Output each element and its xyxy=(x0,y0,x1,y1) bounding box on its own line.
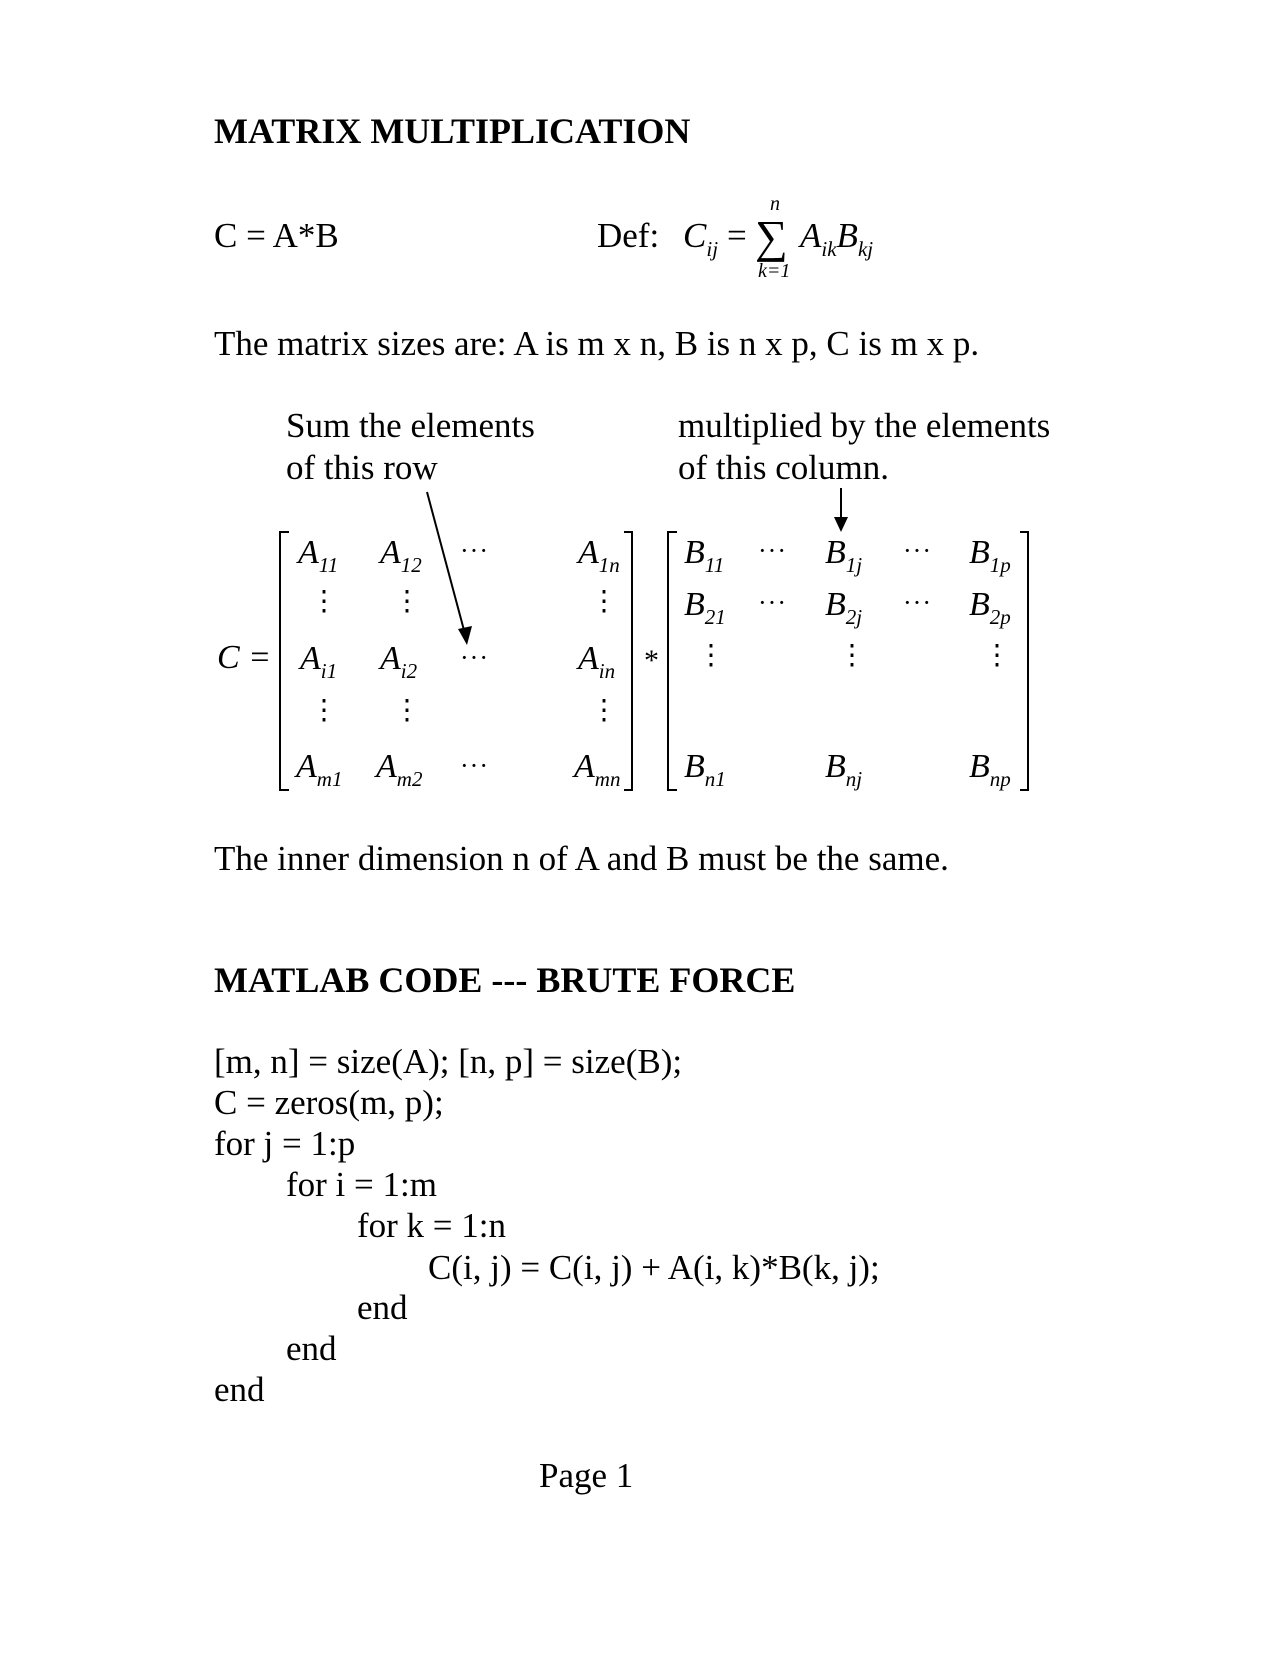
hdots: ··· xyxy=(903,588,932,617)
vdots: ⋮ xyxy=(310,695,338,726)
hdots: ··· xyxy=(903,536,932,565)
matrix-b-element: $B_{nj}$ xyxy=(825,748,863,791)
matrix-b-element: $B_{np}$ xyxy=(969,748,1011,791)
matrix-b-element: $B_{n1}$ xyxy=(684,748,726,791)
matrix-b-element: $B_{1p}$ xyxy=(969,534,1011,577)
def-lhs: $C_{ij}$ xyxy=(683,216,719,261)
matrix-a-element: $A_{i1}$ xyxy=(300,640,338,683)
code-line: for j = 1:p xyxy=(214,1124,356,1163)
times-operator: * xyxy=(644,644,659,677)
code-line: C(i, j) = C(i, j) + A(i, k)*B(k, j); xyxy=(428,1248,880,1287)
hdots: ··· xyxy=(758,588,787,617)
equation-short: C = A*B xyxy=(214,216,339,255)
matrix-a-element: $A_{1n}$ xyxy=(578,534,620,577)
code-line: for i = 1:m xyxy=(286,1165,437,1204)
vdots: ⋮ xyxy=(310,586,338,617)
inner-dimension-text: The inner dimension n of A and B must be the same. xyxy=(214,839,949,878)
matrix-b-element: $B_{11}$ xyxy=(684,534,725,577)
page-number: Page 1 xyxy=(539,1456,634,1495)
sigma-symbol: ∑ xyxy=(755,211,788,262)
page-title: MATRIX MULTIPLICATION xyxy=(214,111,691,151)
annotation-row-line1: Sum the elements xyxy=(286,406,535,445)
hdots: ··· xyxy=(460,536,489,565)
vdots: ⋮ xyxy=(697,640,725,671)
matrix-a-element: $A_{m2}$ xyxy=(376,748,423,791)
sigma-lower: k=1 xyxy=(758,260,791,282)
code-line: end xyxy=(357,1288,408,1327)
vdots: ⋮ xyxy=(838,640,866,671)
matrix-lhs: C = xyxy=(217,639,272,676)
def-equals: = xyxy=(727,216,747,255)
matrix-b-element: $B_{21}$ xyxy=(684,586,726,629)
sigma-upper: n xyxy=(770,193,780,215)
matrix-b-left-bracket xyxy=(668,532,677,790)
vdots: ⋮ xyxy=(393,586,421,617)
matrix-a-element: $A_{in}$ xyxy=(578,640,616,683)
def-label: Def: xyxy=(597,216,660,255)
matrix-a-element: $A_{12}$ xyxy=(380,534,422,577)
vdots: ⋮ xyxy=(590,695,618,726)
matrix-a-element: $A_{m1}$ xyxy=(296,748,343,791)
def-rhs: $A_{ik}B_{kj}$ xyxy=(800,216,874,261)
vdots: ⋮ xyxy=(983,640,1011,671)
code-line: [m, n] = size(A); [n, p] = size(B); xyxy=(214,1042,683,1081)
vdots: ⋮ xyxy=(393,695,421,726)
matrix-b-element: $B_{1j}$ xyxy=(825,534,863,577)
col-arrow-head xyxy=(834,517,848,532)
code-line: for k = 1:n xyxy=(357,1206,507,1245)
hdots: ··· xyxy=(758,536,787,565)
matrix-b-right-bracket xyxy=(1020,532,1028,790)
code-title: MATLAB CODE --- BRUTE FORCE xyxy=(214,960,796,1000)
hdots: ··· xyxy=(460,751,489,780)
code-line: end xyxy=(286,1329,337,1368)
matrix-a-right-bracket xyxy=(624,532,632,790)
matrix-a-element: $A_{mn}$ xyxy=(574,748,621,791)
code-line: C = zeros(m, p); xyxy=(214,1083,444,1122)
matrix-a-element: $A_{11}$ xyxy=(298,534,339,577)
matrix-a-element: $A_{i2}$ xyxy=(380,640,418,683)
annotation-col-line2: of this column. xyxy=(678,448,889,487)
matrix-b-element: $B_{2j}$ xyxy=(825,586,863,629)
code-line: end xyxy=(214,1370,265,1409)
matrix-a-left-bracket xyxy=(280,532,289,790)
hdots: ··· xyxy=(460,643,489,672)
annotation-col-line1: multiplied by the elements xyxy=(678,406,1051,445)
annotation-row-line2: of this row xyxy=(286,448,438,487)
sizes-text: The matrix sizes are: A is m x n, B is n x p, C is m x p. xyxy=(214,324,980,363)
matrix-b-element: $B_{2p}$ xyxy=(969,586,1011,629)
vdots: ⋮ xyxy=(590,586,618,617)
